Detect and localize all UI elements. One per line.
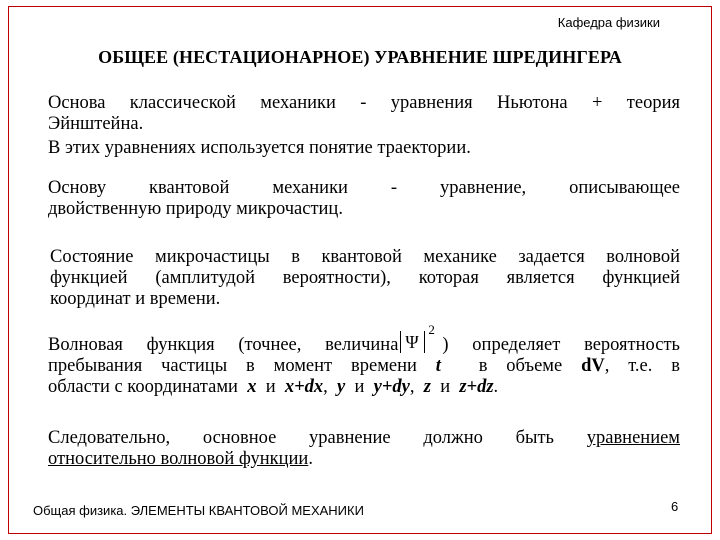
var-z: z [423,377,431,397]
var-y-dy: y+dy [373,377,410,397]
and-3: и [440,377,451,397]
p5-line3: области с координатами x и x+dx, y и y+dy, z и z+dz. [48,377,499,397]
p6-line2 [48,449,680,470]
power-two: 2 [428,322,435,337]
p5-line2 [48,356,680,377]
p1-line2: Эйнштейна. [48,114,144,134]
department-label: Кафедра физики [557,15,660,30]
var-x-dx: x+dx [284,377,324,397]
p3-line2: двойственную природу микрочастиц. [48,199,343,219]
paragraph-quantum-basis [48,178,680,220]
paragraph-classical-mechanics [48,93,680,135]
var-dv: dV [581,356,605,376]
p6-text-a: Следовательно, основное уравнение должно быть [48,428,554,448]
p5-text-e: , т.е. в [604,356,680,376]
footer-text: Общая физика. ЭЛЕМЕНТЫ КВАНТОВОЙ МЕХАНИКИ [33,503,364,518]
p5-text-f: области с координатами [48,377,238,397]
p6-line1 [48,428,680,449]
var-x: x [247,377,257,397]
p4-line1: Состояние микрочастицы в квантовой механике задается волновой [50,247,680,267]
p5-text-c: пребывания частицы в момент времени [48,356,417,376]
and-2: и [354,377,365,397]
page-number: 6 [671,499,679,514]
psi-symbol: Ψ [405,332,419,352]
p5-text-d: в объеме [478,356,563,376]
var-z-dz: z+dz [459,377,494,397]
slide-title: ОБЩЕЕ (НЕСТАЦИОНАРНОЕ) УРАВНЕНИЕ ШРЕДИНГЕРА [98,47,622,67]
var-y: y [337,377,346,397]
paragraph-probability [48,322,680,398]
and-1: и [265,377,276,397]
p5-line1 [48,322,680,356]
p5-text-b: ) определяет вероятность [442,335,680,355]
p4-line2: функцией (амплитудой вероятности), которая является функцией [50,268,680,288]
p6-underlined-a: уравнением [586,428,681,448]
paragraph-trajectory: В этих уравнениях используется понятие траектории. [48,138,471,158]
p3-line1: Основу квантовой механики - уравнение, описывающее [48,178,680,198]
paragraph-conclusion [48,428,680,470]
p4-line3: координат и времени. [50,289,221,309]
p6-end: . [308,449,313,469]
p6-underlined-b: относительно волновой функции [48,449,309,469]
psi-squared-formula [396,322,444,355]
paragraph-wave-function-state [50,247,680,310]
var-t: t [435,356,441,376]
p5-text-a: Волновая функция (точнее, величина [48,335,399,355]
p1-line1: Основа классической механики - уравнения Ньютона + теория [48,93,680,113]
p5-end: . [493,377,499,397]
